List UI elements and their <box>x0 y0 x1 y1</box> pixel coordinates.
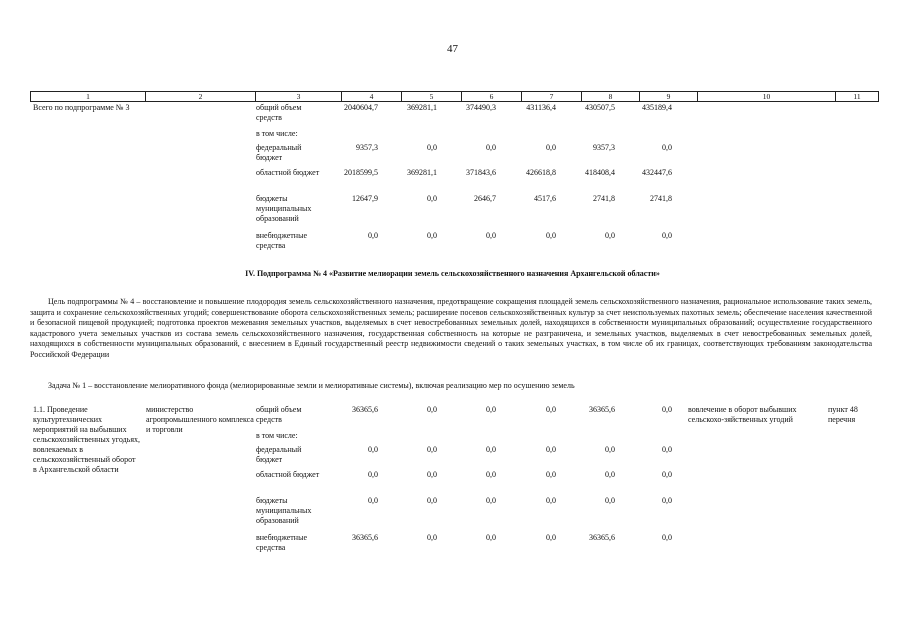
item-cell: 0,0 <box>486 496 496 505</box>
header-col-9: 9 <box>640 92 698 101</box>
item-cell: 0,0 <box>486 405 496 414</box>
total-cell: 2018599,5 <box>344 168 378 177</box>
item-ref: пункт 48 перечня <box>828 405 858 424</box>
total-row-label: областной бюджет <box>256 168 320 177</box>
header-col-3: 3 <box>256 92 342 101</box>
item-cell: 0,0 <box>368 445 378 454</box>
total-cell: 2646,7 <box>474 194 496 203</box>
total-cell: 0,0 <box>427 194 437 203</box>
total-cell: 369281,1 <box>407 103 437 112</box>
total-cell: 369281,1 <box>407 168 437 177</box>
item-cell: 36365,6 <box>589 533 615 542</box>
total-cell: 2040604,7 <box>344 103 378 112</box>
item-cell: 0,0 <box>368 470 378 479</box>
header-col-6: 6 <box>462 92 522 101</box>
total-cell: 430507,5 <box>585 103 615 112</box>
item-cell: 0,0 <box>368 496 378 505</box>
item-cell: 0,0 <box>662 470 672 479</box>
item-row-label: внебюджетные средства <box>256 533 307 552</box>
header-col-2: 2 <box>146 92 256 101</box>
total-cell: 0,0 <box>427 231 437 240</box>
total-row-label: федеральный бюджет <box>256 143 302 162</box>
item-cell: 0,0 <box>662 533 672 542</box>
total-cell: 0,0 <box>546 231 556 240</box>
total-cell: 0,0 <box>368 231 378 240</box>
item-cell: 0,0 <box>662 496 672 505</box>
goal-paragraph: Цель подпрограммы № 4 – восстановление и повышение плодородия земель сельскохозяйственного назначения, предотвращение сокращения площадей земель сельскохозяйственного назначения, рациональное использование таких земель, защита и сохранение сельскохозяйственных угодий; совершенствование оборота сельскохозяйственных земель; расширение посевов сельскохозяйственных культур за счет неиспользуемых пахотных земель; обеспечение населения качественной и безопасной пищевой продукцией; подготовка проектов межевания земельных участков, выделяемых в счет невостребованных земельных долей, находящихся в собственности муниципальных образований; осуществление государственного кадастрового учета земельных участков из состава земель сельскохозяйственного назначения, государственная собственность на которые не разграничена, и земельных участков, выделяемых в счет невостребованных земельных долей, находящихся в собственности муниципальных образований, с внесением в Единый государственный реестр недвижимости сведений о таких земельных участках, в том числе об их границах, соответствующих требованиям законодательства Российской Федерации <box>30 297 872 359</box>
item-cell: 0,0 <box>546 470 556 479</box>
item-cell: 0,0 <box>605 445 615 454</box>
total-cell: 2741,8 <box>593 194 615 203</box>
total-cell: 0,0 <box>662 231 672 240</box>
item-name: 1.1. Проведение культуртехнических мероприятий на выбывших сельскохозяйственных угодьях, вовлекаемых в сельскохозяйственный оборот в Архангельской области <box>33 405 141 474</box>
item-cell: 0,0 <box>662 445 672 454</box>
item-cell: 36365,6 <box>352 405 378 414</box>
total-cell: 418408,4 <box>585 168 615 177</box>
item-cell: 0,0 <box>427 405 437 414</box>
item-cell: 0,0 <box>546 405 556 414</box>
total-cell: 9357,3 <box>593 143 615 152</box>
total-cell: 12647,9 <box>352 194 378 203</box>
total-row-label: внебюджетные средства <box>256 231 307 250</box>
total-cell: 0,0 <box>486 143 496 152</box>
total-cell: 4517,6 <box>534 194 556 203</box>
item-cell: 36365,6 <box>589 405 615 414</box>
item-executor: министерство агропромышленного комплекса и торговли <box>146 405 254 434</box>
item-row-label: общий объем средств <box>256 405 302 424</box>
task-line: Задача № 1 – восстановление мелиоративного фонда (мелиорированные земли и мелиоративные системы), включая реализацию мер по осушению земель <box>48 381 575 390</box>
header-col-7: 7 <box>522 92 582 101</box>
item-cell: 0,0 <box>662 405 672 414</box>
total-row-label: общий объем средств <box>256 103 302 122</box>
item-cell: 0,0 <box>427 496 437 505</box>
total-label: Всего по подпрограмме № 3 <box>33 103 130 112</box>
total-cell: 0,0 <box>662 143 672 152</box>
item-cell: 0,0 <box>546 445 556 454</box>
item-result: вовлечение в оборот выбывших сельскохо-зяйственных угодий <box>688 405 797 424</box>
item-cell: 0,0 <box>605 470 615 479</box>
item-cell: 0,0 <box>486 445 496 454</box>
item-row-label: бюджеты муниципальных образований <box>256 496 312 525</box>
item-cell: 0,0 <box>605 496 615 505</box>
header-col-4: 4 <box>342 92 402 101</box>
item-cell: 0,0 <box>427 470 437 479</box>
table-header-row <box>30 91 879 102</box>
total-cell: 371843,6 <box>466 168 496 177</box>
item-row-label: федеральный бюджет <box>256 445 302 464</box>
total-cell: 0,0 <box>486 231 496 240</box>
total-cell: 426618,8 <box>526 168 556 177</box>
total-cell: 435189,4 <box>642 103 672 112</box>
header-col-8: 8 <box>582 92 640 101</box>
item-cell: 0,0 <box>427 533 437 542</box>
item-cell: 0,0 <box>486 470 496 479</box>
page-number: 47 <box>447 43 458 55</box>
item-row-label: в том числе: <box>256 431 298 440</box>
total-row-label: в том числе: <box>256 129 298 138</box>
total-cell: 374490,3 <box>466 103 496 112</box>
header-col-11: 11 <box>853 92 861 101</box>
total-cell: 2741,8 <box>650 194 672 203</box>
total-cell: 0,0 <box>605 231 615 240</box>
total-row-label: бюджеты муниципальных образований <box>256 194 312 223</box>
header-col-5: 5 <box>402 92 462 101</box>
total-cell: 9357,3 <box>356 143 378 152</box>
header-col-1: 1 <box>31 92 146 101</box>
item-cell: 0,0 <box>546 533 556 542</box>
item-cell: 0,0 <box>486 533 496 542</box>
item-cell: 0,0 <box>427 445 437 454</box>
total-cell: 0,0 <box>546 143 556 152</box>
item-cell: 0,0 <box>546 496 556 505</box>
header-col-10: 10 <box>698 92 836 101</box>
item-cell: 36365,6 <box>352 533 378 542</box>
total-cell: 0,0 <box>427 143 437 152</box>
section-title: IV. Подпрограмма № 4 «Развитие мелиорации земель сельскохозяйственного назначения Архангельской области» <box>245 269 660 278</box>
item-row-label: областной бюджет <box>256 470 320 479</box>
total-cell: 431136,4 <box>526 103 556 112</box>
total-cell: 432447,6 <box>642 168 672 177</box>
